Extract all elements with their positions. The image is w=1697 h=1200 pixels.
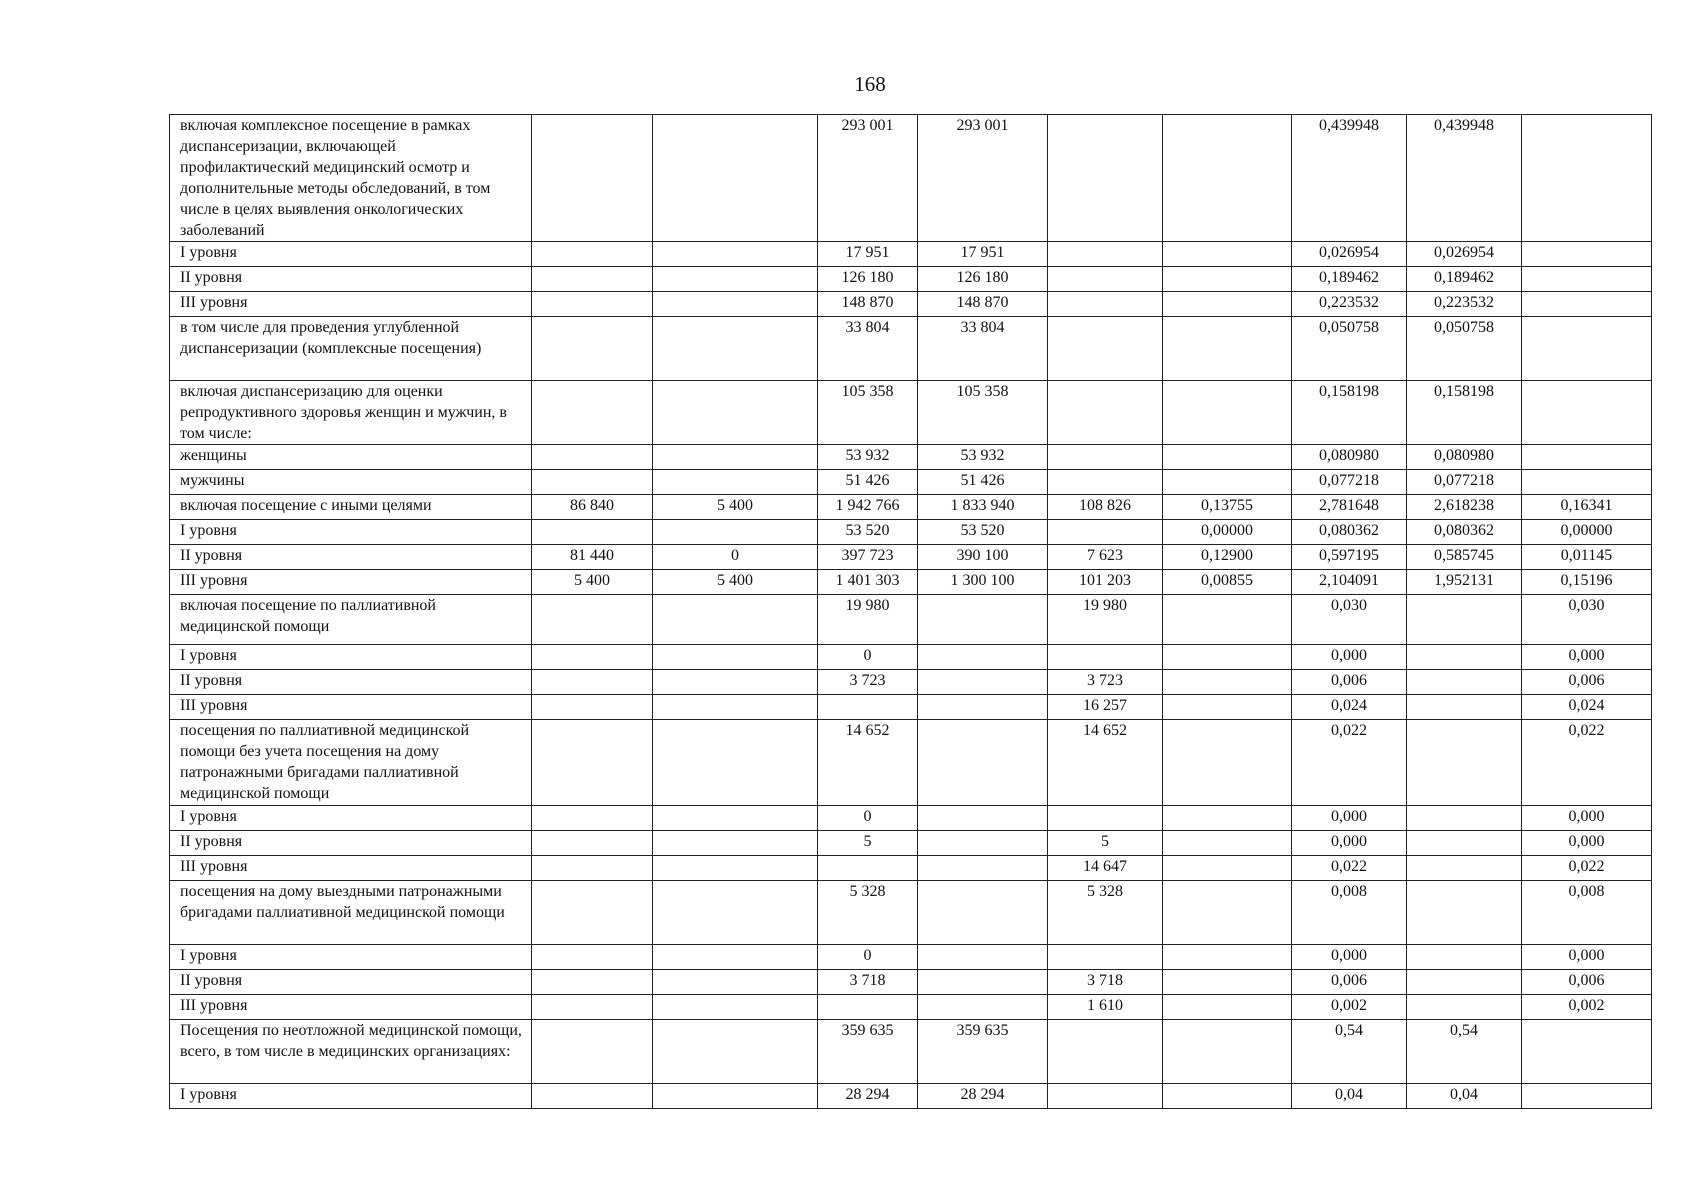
table-cell [1163, 595, 1292, 645]
table-cell [1163, 645, 1292, 670]
table-cell: 0,00855 [1163, 570, 1292, 595]
table-cell: 0,54 [1407, 1020, 1522, 1084]
table-cell: 0,01145 [1522, 545, 1652, 570]
table-cell: 0,050758 [1292, 317, 1407, 381]
table-cell [1407, 695, 1522, 720]
table-cell [1163, 317, 1292, 381]
table-cell [1048, 645, 1163, 670]
table-cell [1407, 831, 1522, 856]
table-cell [532, 945, 653, 970]
table-cell [1407, 806, 1522, 831]
table-cell [1163, 695, 1292, 720]
table-cell [532, 806, 653, 831]
row-label: мужчины [170, 470, 532, 495]
table-cell: 51 426 [918, 470, 1048, 495]
table-cell [918, 856, 1048, 881]
table-cell: 0,000 [1292, 806, 1407, 831]
table-cell: 5 [818, 831, 918, 856]
table-cell: 105 358 [918, 381, 1048, 445]
table-cell: 86 840 [532, 495, 653, 520]
row-label: I уровня [170, 945, 532, 970]
table-cell [1048, 115, 1163, 242]
row-label: посещения по паллиативной медицинской помощи без учета посещения на дому патронажными бригадами паллиативной медицинской помощи [170, 720, 532, 806]
table-cell [1522, 317, 1652, 381]
row-label: I уровня [170, 520, 532, 545]
table-cell: 0,439948 [1407, 115, 1522, 242]
table-cell: 0,080980 [1407, 445, 1522, 470]
table-cell [532, 292, 653, 317]
table-cell: 33 804 [918, 317, 1048, 381]
table-cell [1163, 267, 1292, 292]
row-label: III уровня [170, 695, 532, 720]
table-cell: 0,585745 [1407, 545, 1522, 570]
table-cell [1048, 292, 1163, 317]
table-cell: 108 826 [1048, 495, 1163, 520]
table-cell: 0,000 [1522, 831, 1652, 856]
table-cell [653, 645, 818, 670]
table-cell: 0,597195 [1292, 545, 1407, 570]
table-cell: 1 833 940 [918, 495, 1048, 520]
table-cell [532, 1020, 653, 1084]
table-row [170, 115, 1652, 242]
table-cell: 0,000 [1522, 806, 1652, 831]
table-cell [653, 445, 818, 470]
row-label: III уровня [170, 570, 532, 595]
table-cell [1163, 381, 1292, 445]
table-row [170, 267, 1652, 292]
table-cell [1522, 1020, 1652, 1084]
table-cell [653, 970, 818, 995]
table-row [170, 495, 1652, 520]
table-cell: 0,12900 [1163, 545, 1292, 570]
table-cell [818, 856, 918, 881]
table-cell: 53 520 [918, 520, 1048, 545]
table-cell: 0,008 [1292, 881, 1407, 945]
table-cell [653, 1084, 818, 1109]
table-cell: 126 180 [918, 267, 1048, 292]
table-cell [918, 695, 1048, 720]
table-cell: 0,024 [1522, 695, 1652, 720]
row-label: III уровня [170, 856, 532, 881]
table-cell [653, 1020, 818, 1084]
table-cell [532, 831, 653, 856]
table-cell [532, 1084, 653, 1109]
table-row [170, 595, 1652, 645]
table-row [170, 995, 1652, 1020]
row-label: включая диспансеризацию для оценки репродуктивного здоровья женщин и мужчин, в том числе: [170, 381, 532, 445]
table-cell: 0,006 [1292, 970, 1407, 995]
table-cell [653, 945, 818, 970]
table-cell [1048, 520, 1163, 545]
table-cell: 1 300 100 [918, 570, 1048, 595]
table-cell: 0,223532 [1407, 292, 1522, 317]
table-row [170, 695, 1652, 720]
table-cell [653, 595, 818, 645]
table-cell [1163, 1084, 1292, 1109]
table-cell: 5 328 [1048, 881, 1163, 945]
table-row [170, 970, 1652, 995]
table-cell: 0,022 [1292, 856, 1407, 881]
table-cell [532, 595, 653, 645]
table-cell [653, 670, 818, 695]
table-cell: 0,002 [1522, 995, 1652, 1020]
table-cell [1163, 831, 1292, 856]
table-cell: 0,022 [1292, 720, 1407, 806]
table-cell: 0,080980 [1292, 445, 1407, 470]
table-cell [1407, 595, 1522, 645]
row-label: I уровня [170, 806, 532, 831]
row-label: II уровня [170, 970, 532, 995]
table-row [170, 242, 1652, 267]
table-cell: 0,006 [1522, 670, 1652, 695]
table-cell [653, 720, 818, 806]
table-cell: 1 942 766 [818, 495, 918, 520]
table-cell [1163, 445, 1292, 470]
table-cell [818, 995, 918, 1020]
table-cell [1163, 1020, 1292, 1084]
table-cell: 19 980 [1048, 595, 1163, 645]
table-cell [1407, 970, 1522, 995]
row-label: III уровня [170, 995, 532, 1020]
table-cell: 0,077218 [1407, 470, 1522, 495]
table-cell [1163, 670, 1292, 695]
table-cell: 2,104091 [1292, 570, 1407, 595]
table-cell: 0,002 [1292, 995, 1407, 1020]
table-cell [1522, 1084, 1652, 1109]
table-cell [532, 317, 653, 381]
table-cell: 359 635 [918, 1020, 1048, 1084]
row-label: в том числе для проведения углубленной диспансеризации (комплексные посещения) [170, 317, 532, 381]
table-row [170, 881, 1652, 945]
table-cell [1163, 881, 1292, 945]
table-cell [918, 995, 1048, 1020]
table-cell: 2,618238 [1407, 495, 1522, 520]
table-cell: 53 520 [818, 520, 918, 545]
table-cell [1048, 381, 1163, 445]
table-cell [532, 881, 653, 945]
table-cell [532, 670, 653, 695]
table-cell: 0,00000 [1163, 520, 1292, 545]
table-cell: 14 652 [1048, 720, 1163, 806]
table-row [170, 292, 1652, 317]
table-cell [532, 995, 653, 1020]
table-cell [532, 267, 653, 292]
table-cell: 126 180 [818, 267, 918, 292]
table-cell: 2,781648 [1292, 495, 1407, 520]
table-cell: 0,024 [1292, 695, 1407, 720]
table-cell [532, 856, 653, 881]
table-cell: 0 [653, 545, 818, 570]
table-cell [532, 520, 653, 545]
table-cell [1522, 445, 1652, 470]
table-row [170, 856, 1652, 881]
table-cell: 17 951 [918, 242, 1048, 267]
table-cell: 0,189462 [1407, 267, 1522, 292]
table-cell: 3 718 [1048, 970, 1163, 995]
table-cell [1163, 292, 1292, 317]
table-cell: 0 [818, 806, 918, 831]
table-cell [532, 242, 653, 267]
row-label: II уровня [170, 670, 532, 695]
table-cell [653, 267, 818, 292]
table-cell: 1 401 303 [818, 570, 918, 595]
table-cell: 5 [1048, 831, 1163, 856]
row-label: I уровня [170, 242, 532, 267]
row-label: I уровня [170, 645, 532, 670]
table-row [170, 545, 1652, 570]
table-cell: 0,030 [1292, 595, 1407, 645]
table-cell: 0,158198 [1292, 381, 1407, 445]
table-cell: 5 400 [532, 570, 653, 595]
table-cell [1163, 115, 1292, 242]
table-cell [1048, 267, 1163, 292]
table-cell: 105 358 [818, 381, 918, 445]
table-cell [1048, 806, 1163, 831]
table-cell: 53 932 [918, 445, 1048, 470]
table-cell: 0,077218 [1292, 470, 1407, 495]
table-cell: 359 635 [818, 1020, 918, 1084]
table-cell [653, 831, 818, 856]
table-cell [1163, 970, 1292, 995]
table-cell [653, 115, 818, 242]
table-cell [918, 881, 1048, 945]
table-cell [918, 645, 1048, 670]
table-cell [1163, 995, 1292, 1020]
table-cell [1407, 645, 1522, 670]
table-cell [653, 995, 818, 1020]
table-cell: 28 294 [918, 1084, 1048, 1109]
table-cell: 5 400 [653, 495, 818, 520]
table-row [170, 831, 1652, 856]
table-cell: 19 980 [818, 595, 918, 645]
table-cell: 3 718 [818, 970, 918, 995]
table-cell: 0,000 [1292, 831, 1407, 856]
table-row [170, 720, 1652, 806]
table-row [170, 470, 1652, 495]
table-cell: 0,000 [1522, 945, 1652, 970]
table-cell [918, 595, 1048, 645]
table-cell [532, 381, 653, 445]
table-cell [653, 856, 818, 881]
table-cell [1407, 720, 1522, 806]
table-cell: 0,050758 [1407, 317, 1522, 381]
table-cell: 101 203 [1048, 570, 1163, 595]
table-cell: 148 870 [818, 292, 918, 317]
table-cell [918, 670, 1048, 695]
table-cell [918, 831, 1048, 856]
table-cell: 0,000 [1292, 945, 1407, 970]
table-row [170, 945, 1652, 970]
table-cell: 53 932 [818, 445, 918, 470]
table-cell [818, 695, 918, 720]
table-cell: 0,189462 [1292, 267, 1407, 292]
table-cell [1407, 881, 1522, 945]
row-label: включая посещение с иными целями [170, 495, 532, 520]
table-cell [1048, 445, 1163, 470]
table-cell [653, 806, 818, 831]
table-cell [532, 720, 653, 806]
table-cell [1407, 856, 1522, 881]
table-cell: 28 294 [818, 1084, 918, 1109]
table-cell: 0,000 [1522, 645, 1652, 670]
table-cell: 148 870 [918, 292, 1048, 317]
table-cell [1407, 945, 1522, 970]
table-cell [918, 806, 1048, 831]
table-cell: 5 328 [818, 881, 918, 945]
table-cell: 0,080362 [1292, 520, 1407, 545]
table-cell [532, 470, 653, 495]
row-label: посещения на дому выездными патронажными бригадами паллиативной медицинской помощи [170, 881, 532, 945]
table-cell: 293 001 [818, 115, 918, 242]
table-cell: 33 804 [818, 317, 918, 381]
table-cell: 0,16341 [1522, 495, 1652, 520]
row-label: I уровня [170, 1084, 532, 1109]
table-cell: 51 426 [818, 470, 918, 495]
table-cell: 0,006 [1292, 670, 1407, 695]
table-cell: 0,158198 [1407, 381, 1522, 445]
table-cell [1407, 670, 1522, 695]
table-row [170, 645, 1652, 670]
row-label: включая посещение по паллиативной медицинской помощи [170, 595, 532, 645]
table-row [170, 445, 1652, 470]
table-cell: 1 610 [1048, 995, 1163, 1020]
row-label: Посещения по неотложной медицинской помощи, всего, в том числе в медицинских организациях: [170, 1020, 532, 1084]
table-cell [1163, 720, 1292, 806]
table-cell: 3 723 [818, 670, 918, 695]
table-cell [1163, 242, 1292, 267]
table-cell [653, 242, 818, 267]
row-label: включая комплексное посещение в рамках диспансеризации, включающей профилактический медицинский осмотр и дополнительные методы обследований, в том числе в целях выявления онкологических заболеваний [170, 115, 532, 242]
table-row [170, 670, 1652, 695]
table-cell [532, 445, 653, 470]
table-cell [1048, 242, 1163, 267]
table-cell: 0 [818, 645, 918, 670]
table-cell [653, 292, 818, 317]
table-cell [918, 970, 1048, 995]
table-row [170, 570, 1652, 595]
table-cell [1048, 317, 1163, 381]
table-cell: 7 623 [1048, 545, 1163, 570]
table-cell [1048, 945, 1163, 970]
table-cell [1522, 115, 1652, 242]
table-cell [1163, 856, 1292, 881]
table-cell [1522, 267, 1652, 292]
table-cell: 397 723 [818, 545, 918, 570]
table-cell: 0,223532 [1292, 292, 1407, 317]
table-cell: 0,000 [1292, 645, 1407, 670]
row-label: III уровня [170, 292, 532, 317]
table-cell: 390 100 [918, 545, 1048, 570]
table-cell: 0,00000 [1522, 520, 1652, 545]
table-cell: 0,439948 [1292, 115, 1407, 242]
table-row [170, 520, 1652, 545]
table-cell [653, 881, 818, 945]
table-cell [1163, 806, 1292, 831]
table-cell: 14 652 [818, 720, 918, 806]
table-cell: 293 001 [918, 115, 1048, 242]
table-cell [1522, 381, 1652, 445]
row-label: II уровня [170, 545, 532, 570]
table-cell: 0,026954 [1407, 242, 1522, 267]
table-cell [1048, 470, 1163, 495]
table-cell [918, 945, 1048, 970]
table-cell [1163, 945, 1292, 970]
table-cell [653, 317, 818, 381]
table-row [170, 381, 1652, 445]
table-cell [532, 115, 653, 242]
row-label: II уровня [170, 267, 532, 292]
table-cell: 0,030 [1522, 595, 1652, 645]
table-cell: 81 440 [532, 545, 653, 570]
table-cell: 0,080362 [1407, 520, 1522, 545]
table-cell: 0,04 [1407, 1084, 1522, 1109]
table-cell [653, 381, 818, 445]
table-cell: 16 257 [1048, 695, 1163, 720]
table-cell [1407, 995, 1522, 1020]
table-cell: 14 647 [1048, 856, 1163, 881]
data-table [169, 114, 1652, 1109]
table-cell: 17 951 [818, 242, 918, 267]
table-cell: 0,54 [1292, 1020, 1407, 1084]
table-cell [1522, 470, 1652, 495]
table-cell [532, 695, 653, 720]
table-cell [1048, 1084, 1163, 1109]
table-cell: 5 400 [653, 570, 818, 595]
table-cell: 0,04 [1292, 1084, 1407, 1109]
table-row [170, 317, 1652, 381]
row-label: женщины [170, 445, 532, 470]
table-cell [532, 645, 653, 670]
table-row [170, 806, 1652, 831]
table-row [170, 1020, 1652, 1084]
table-cell [1163, 470, 1292, 495]
table-cell [653, 520, 818, 545]
page-number: 168 [854, 72, 886, 96]
table-cell [532, 970, 653, 995]
table-row [170, 1084, 1652, 1109]
table-cell: 3 723 [1048, 670, 1163, 695]
row-label: II уровня [170, 831, 532, 856]
table-cell: 0,13755 [1163, 495, 1292, 520]
table-cell: 0,15196 [1522, 570, 1652, 595]
table-cell [1522, 242, 1652, 267]
table-cell: 1,952131 [1407, 570, 1522, 595]
table-cell: 0,022 [1522, 856, 1652, 881]
table-cell [653, 695, 818, 720]
table-cell: 0 [818, 945, 918, 970]
table-cell: 0,022 [1522, 720, 1652, 806]
table-cell: 0,026954 [1292, 242, 1407, 267]
table-cell: 0,008 [1522, 881, 1652, 945]
table-cell [653, 470, 818, 495]
table-cell [1048, 1020, 1163, 1084]
table-cell [1522, 292, 1652, 317]
table-cell [918, 720, 1048, 806]
table-cell: 0,006 [1522, 970, 1652, 995]
